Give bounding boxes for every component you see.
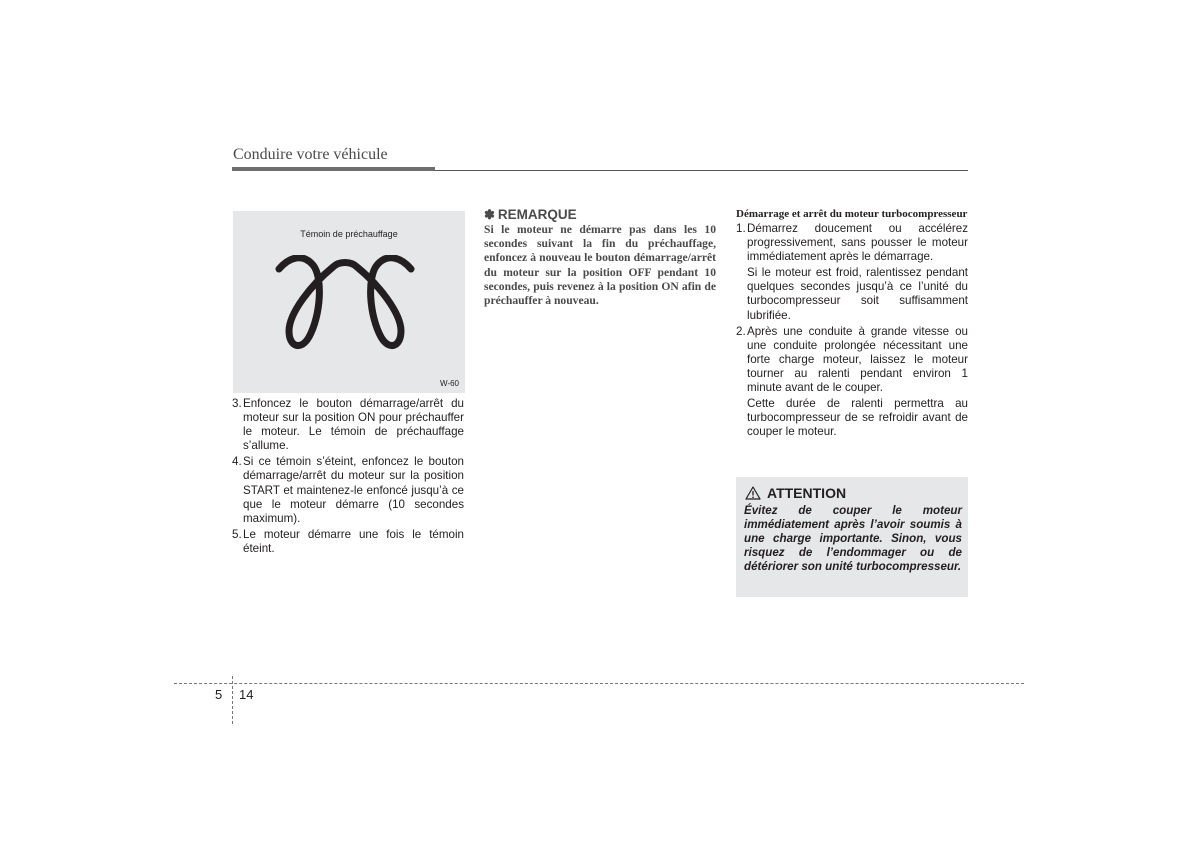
glow-plug-warning-icon — [275, 255, 415, 355]
attention-body: Évitez de couper le moteur immédiatement après l’avoir soumis à une charge importante. Sinon, vous risquez de l’endommager ou de détériorer son unité turbocompresseur. — [744, 504, 962, 573]
attention-title: ATTENTION — [767, 485, 847, 501]
step-number: 1. — [736, 222, 746, 235]
turbo-section — [736, 207, 968, 441]
list-item — [736, 325, 968, 440]
step-extra-text: Si le moteur est froid, ralentissez pendant quelques secondes jusqu’à ce l’unité du turbocompresseur soit suffisamment lubrifiée. — [747, 266, 968, 322]
step-text: Si ce témoin s’éteint, enfoncez le bouton démarrage/arrêt du moteur sur la position START et maintenez-le enfoncé jusqu’à ce que le moteur démarre (10 secondes maximum). — [243, 455, 464, 525]
step-number: 3. — [232, 397, 242, 410]
list-item — [232, 455, 464, 525]
step-text: Enfoncez le bouton démarrage/arrêt du moteur sur la position ON pour préchauffer le moteur. Le témoin de préchauffage s’allume. — [243, 397, 464, 453]
attention-heading — [745, 485, 846, 501]
step-number: 4. — [232, 455, 242, 469]
step-text: Après une conduite à grande vitesse ou une conduite prolongée nécessitant une forte charge moteur, laissez le moteur tourner au ralenti pendant environ 1 minute avant de le couper. — [747, 324, 968, 395]
step-extra-text: Cette durée de ralenti permettra au turbocompresseur de se refroidir avant de couper le moteur. — [747, 397, 968, 439]
footer-divider-vertical — [232, 676, 233, 724]
list-item — [232, 397, 464, 453]
figure-caption: Témoin de préchauffage — [300, 229, 398, 239]
note-section — [484, 207, 716, 308]
list-item — [736, 222, 968, 323]
figure-code: W-60 — [440, 379, 459, 388]
attention-box — [736, 477, 968, 597]
glow-plug-figure — [233, 211, 465, 393]
note-title: REMARQUE — [497, 207, 577, 222]
step-text: Le moteur démarre une fois le témoin éteint. — [243, 527, 464, 555]
header-rule-accent — [232, 167, 435, 171]
step-text: Démarrez doucement ou accélérez progressivement, sans pousser le moteur immédiatement après le démarrage. — [747, 222, 968, 264]
page-number: 14 — [239, 687, 254, 702]
note-heading — [484, 207, 716, 223]
step-number: 2. — [736, 324, 746, 338]
header-title: Conduire votre véhicule — [233, 146, 388, 163]
section-number: 5 — [215, 687, 223, 702]
left-column — [232, 397, 464, 558]
footer-divider — [174, 683, 1024, 684]
list-item — [232, 528, 464, 556]
note-body: Si le moteur ne démarre pas dans les 10 secondes suivant la fin du préchauffage, enfoncez à nouveau le bouton démarrage/arrêt du moteur sur la position OFF pendant 10 secondes, puis revenez à la position ON afin de préchauffer à nouveau. — [484, 223, 716, 308]
step-number: 5. — [232, 527, 242, 541]
warning-triangle-icon — [745, 486, 761, 500]
section-title: Démarrage et arrêt du moteur turbocompresseur — [736, 208, 968, 220]
note-symbol: ✽ — [484, 207, 495, 222]
